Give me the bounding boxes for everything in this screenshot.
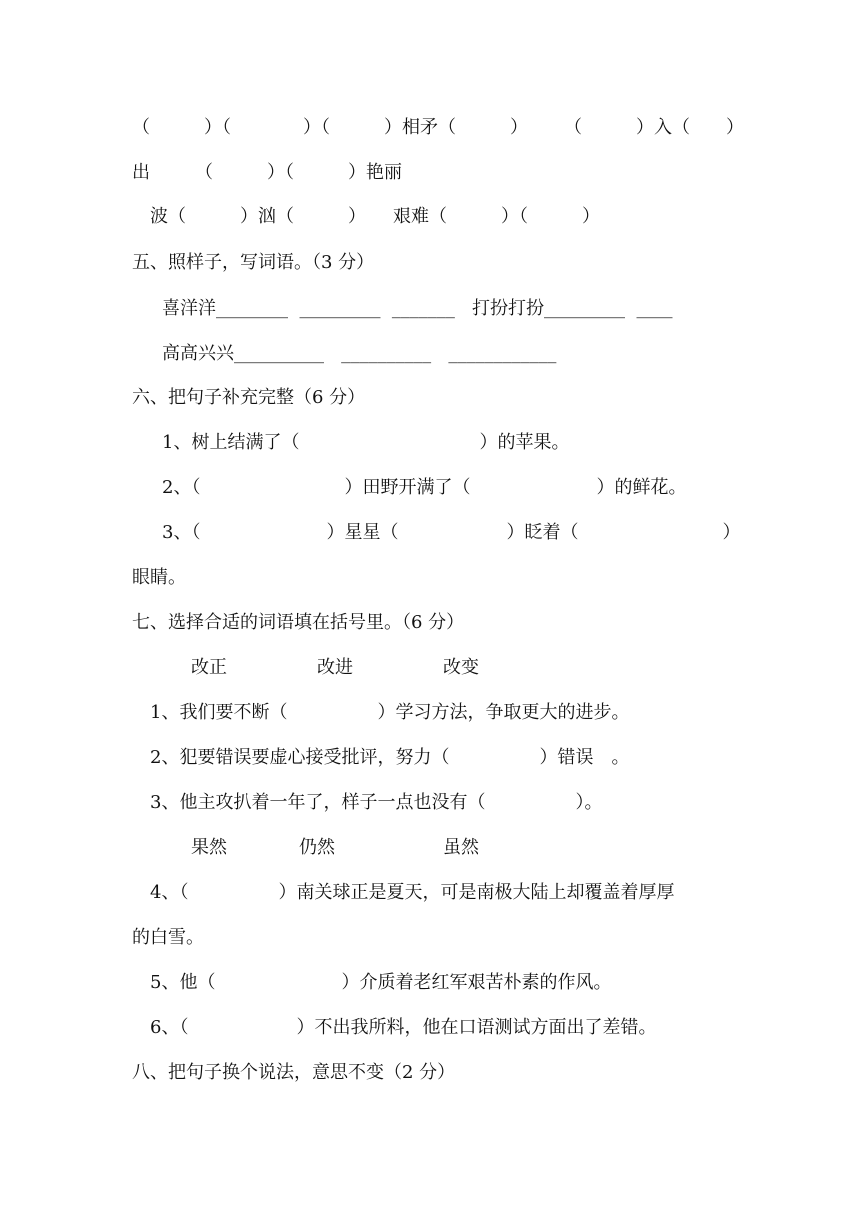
section-5-heading: 五、照样子，写词语。（3 分）: [132, 252, 375, 273]
sentence-item-2: 2、（ ）田野开满了（ ）的鲜花。: [162, 477, 687, 498]
choice-item-4: 4、（ ）南关球正是夏天，可是南极大陆上却覆盖着厚厚: [150, 882, 675, 903]
word-choices-2: 果然 仍然 虽然: [191, 837, 479, 858]
choice-item-5: 5、他（ ）介质着老红军艰苦朴素的作风。: [150, 972, 612, 993]
section-7-heading: 七、选择合适的词语填在括号里。（6 分）: [132, 612, 465, 633]
choice-item-3: 3、他主攻扒着一年了，样子一点也没有（ ）。: [150, 792, 603, 813]
choice-item-1: 1、我们要不断（ ）学习方法，争取更大的进步。: [150, 702, 630, 723]
sentence-item-3: 3、（ ）星星（ ）眨着（ ）: [162, 522, 741, 543]
choice-item-2: 2、犯要错误要虚心接受批评，努力（ ）错误 。: [150, 747, 630, 768]
choice-item-4-continued: 的白雪。: [132, 927, 204, 948]
pattern-words-line-2: 高高兴兴__________ __________ ____________: [162, 343, 557, 364]
sentence-item-1: 1、树上结满了（ ）的苹果。: [162, 432, 570, 453]
sentence-item-3-continued: 眼睛。: [132, 567, 186, 588]
idiom-fill-line-3: 波（ ）汹（ ） 艰难（ ）（ ）: [150, 206, 600, 227]
idiom-fill-line-2: 出 （ ）（ ）艳丽: [132, 162, 402, 183]
section-6-heading: 六、把句子补充完整（6 分）: [132, 387, 366, 408]
word-choices-1: 改正 改进 改变: [191, 657, 479, 678]
choice-item-6: 6、（ ）不出我所料，他在口语测试方面出了差错。: [150, 1017, 657, 1038]
section-8-heading: 八、把句子换个说法，意思不变（2 分）: [132, 1062, 456, 1083]
pattern-words-line-1: 喜洋洋________ _________ _______ 打扮打扮_________ ____: [162, 298, 673, 319]
idiom-fill-line-1: （ ）（ ）（ ）相矛（ ） （ ）入（ ）: [132, 117, 744, 138]
